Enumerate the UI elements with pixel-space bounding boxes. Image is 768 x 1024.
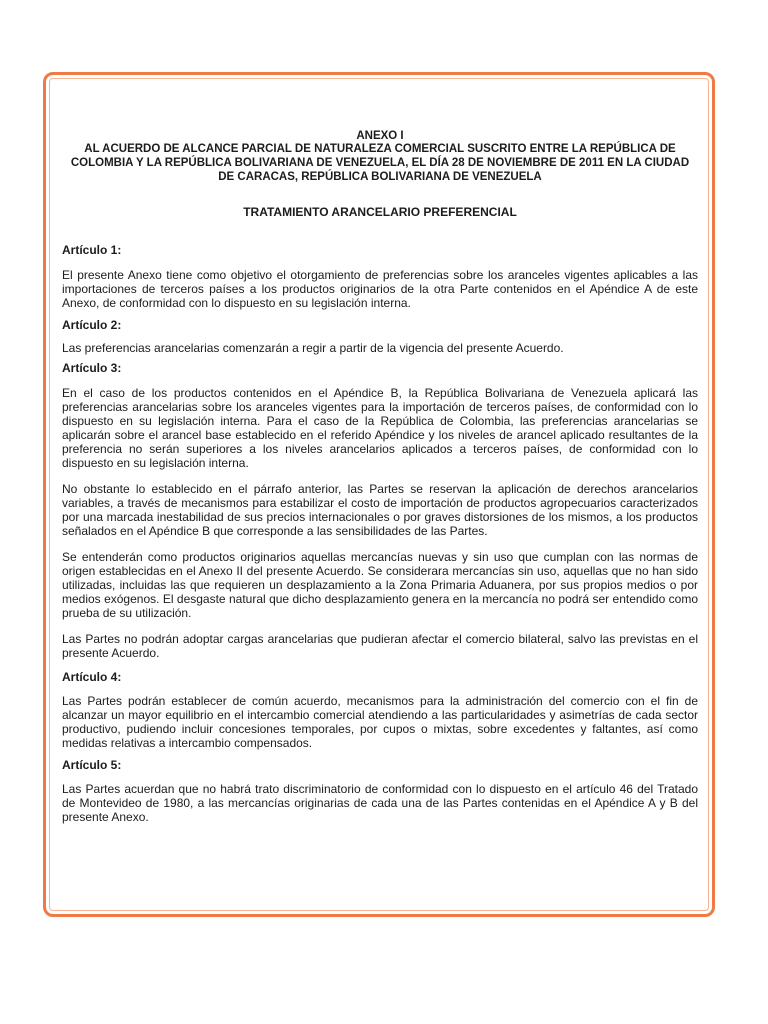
article-5-paragraph-1: Las Partes acuerdan que no habrá trato discriminatorio de conformidad con lo dispuesto en el artículo 46 del Tratado de Montevideo de 1980, a las mercancías originarias de cada una de las Partes contenidas en el Apéndice A y B del presente Anexo. [62,782,698,824]
section-title: TRATAMIENTO ARANCELARIO PREFERENCIAL [243,205,517,219]
article-3-paragraph-1: En el caso de los productos contenidos en el Apéndice B, la República Bolivariana de Venezuela aplicará las preferencias arancelarias sobre los aranceles vigentes para la importación de terceros países, de conformidad con lo dispuesto en su legislación interna. Para el caso de la República de Colombia, las preferencias arancelarias se aplicarán sobre el arancel base establecido en el referido Apéndice y los niveles de arancel aplicado resultantes de la preferencia no serán superiores a los niveles arancelarios aplicados a terceros países, de conformidad con lo dispuesto en su legislación interna. [62,386,698,470]
agreement-title: AL ACUERDO DE ALCANCE PARCIAL DE NATURALEZA COMERCIAL SUSCRITO ENTRE LA REPÚBLICA DE COLOMBIA Y LA REPÚBLICA BOLIVARIANA DE VENEZUELA, EL DÍA 28 DE NOVIEMBRE DE 2011 EN LA CIUDAD DE CARACAS, REPÚBLICA BOLIVARIANA DE VENEZUELA [70,143,690,183]
article-4-paragraph-1: Las Partes podrán establecer de común acuerdo, mecanismos para la administración del comercio con el fin de alcanzar un mayor equilibrio en el intercambio comercial atendiendo a las particularidades y asimetrías de cada sector productivo, pudiendo incluir concesiones temporales, por cupos o mixtas, sobre excedentes y faltantes, así como medidas relativas a intercambio compensados. [62,694,698,750]
document-header [62,130,698,184]
article-2-heading: Artículo 2: [62,318,122,332]
article-3-paragraph-3: Se entenderán como productos originarios aquellas mercancías nuevas y sin uso que cumplan con las normas de origen establecidas en el Anexo II del presente Acuerdo. Se considerara mercancías sin uso, aquellas que no han sido utilizadas, incluidas las que requieren un desplazamiento a la Zona Primaria Aduanera, por sus propios medios o por medios exógenos. El desgaste natural que dicho desplazamiento genera en la mercancía no podrá ser entendido como prueba de su utilización. [62,550,698,620]
article-1-heading: Artículo 1: [62,243,122,257]
document-body [62,130,698,824]
article-3-paragraph-2: No obstante lo establecido en el párrafo anterior, las Partes se reservan la aplicación de derechos arancelarios variables, a través de mecanismos para estabilizar el costo de importación de productos agropecuarios caracterizados por una marcada inestabilidad de sus precios internacionales o por graves distorsiones de los mismos, a los productos señalados en el Apéndice B que corresponde a las sensibilidades de las Partes. [62,482,698,538]
article-4-heading: Artículo 4: [62,670,122,684]
article-3-paragraph-4: Las Partes no podrán adoptar cargas arancelarias que pudieran afectar el comercio bilateral, salvo las previstas en el presente Acuerdo. [62,632,698,660]
article-2-paragraph-1: Las preferencias arancelarias comenzarán a regir a partir de la vigencia del presente Acuerdo. [62,341,564,355]
article-5-heading: Artículo 5: [62,758,122,772]
article-1-paragraph-1: El presente Anexo tiene como objetivo el otorgamiento de preferencias sobre los aranceles vigentes aplicables a las importaciones de terceros países a los productos originarios de la otra Parte contenidos en el Apéndice A de este Anexo, de conformidad con lo dispuesto en su legislación interna. [62,268,698,310]
annex-title: ANEXO I [356,130,404,142]
article-3-heading: Artículo 3: [62,361,122,375]
